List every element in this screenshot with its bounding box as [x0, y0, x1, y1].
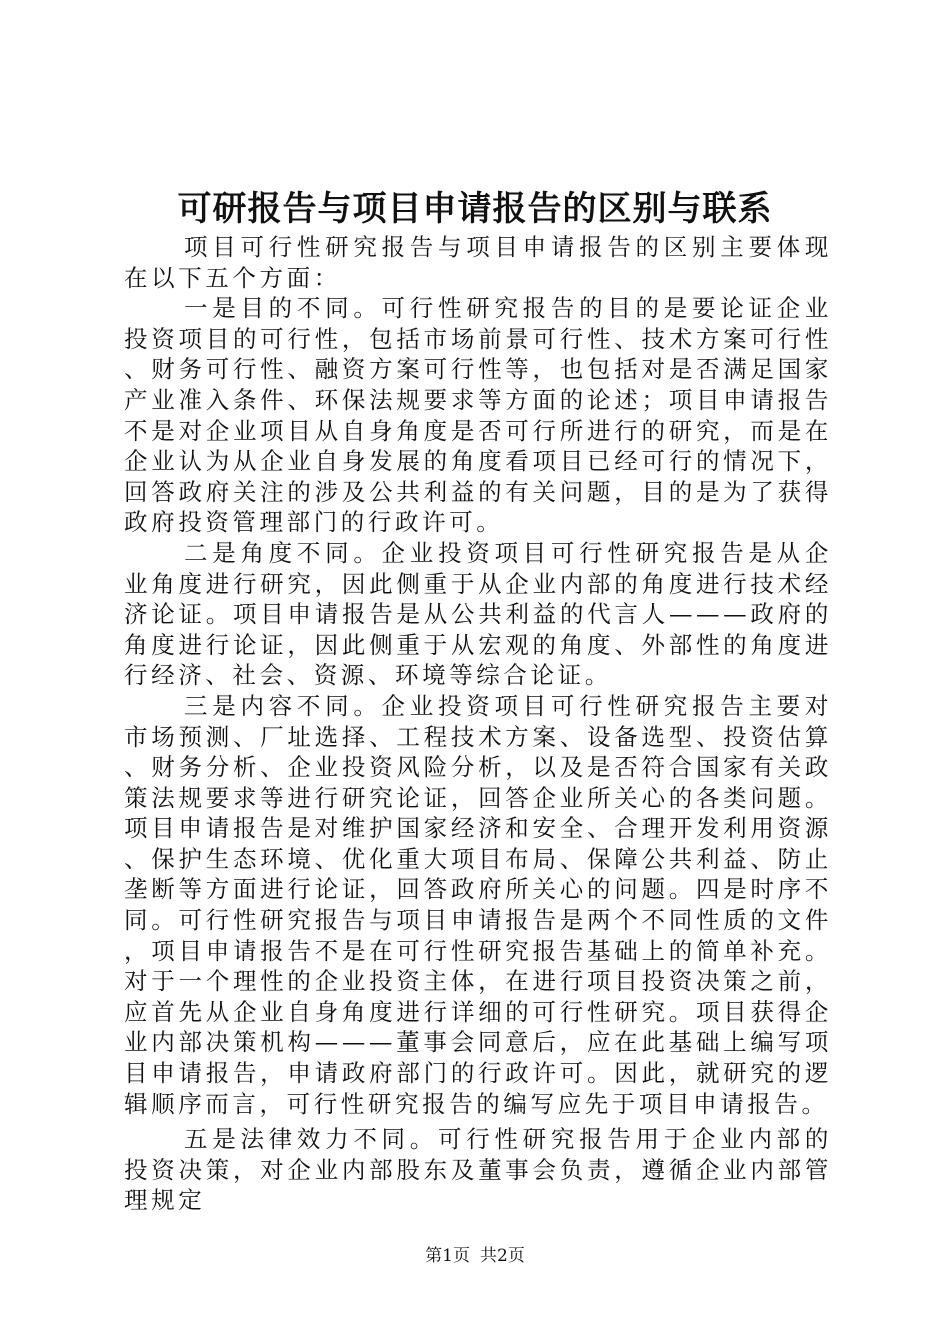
paragraph-purpose: 一是目的不同。可行性研究报告的目的是要论证企业投资项目的可行性，包括市场前景可行性、技术方案可行性、财务可行性、融资方案可行性等，也包括对是否满足国家产业准入条件、环保法规要求等方面的论述；项目申请报告不是对企业项目从自身角度是否可行所进行的研究，而是在企业认为从企业自身发展的角度看项目已经可行的情况下，回答政府关注的涉及公共利益的有关问题，目的是为了获得政府投资管理部门的行政许可。	[124, 294, 832, 537]
paragraph-intro: 项目可行性研究报告与项目申请报告的区别主要体现在以下五个方面：	[124, 233, 832, 292]
paragraph-perspective: 二是角度不同。企业投资项目可行性研究报告是从企业角度进行研究，因此侧重于从企业内部的角度进行技术经济论证。项目申请报告是从公共利益的代言人———政府的角度进行论证，因此侧重于从宏观的角度、外部性的角度进行经济、社会、资源、环境等综合论证。	[124, 538, 832, 690]
document-title: 可研报告与项目申请报告的区别与联系	[177, 189, 773, 229]
document-body	[124, 232, 832, 1216]
page-number-total: 共2页	[480, 1246, 525, 1266]
page-number-current: 第1页	[425, 1246, 470, 1266]
paragraph-legal-effect: 五是法律效力不同。可行性研究报告用于企业内部的投资决策，对企业内部股东及董事会负责，遵循企业内部管理规定	[124, 1125, 832, 1215]
paragraph-content-and-sequence: 三是内容不同。企业投资项目可行性研究报告主要对市场预测、厂址选择、工程技术方案、设备选型、投资估算、财务分析、企业投资风险分析，以及是否符合国家有关政策法规要求等进行研究论证，回答企业所关心的各类问题。项目申请报告是对维护国家经济和安全、合理开发利用资源、保护生态环境、优化重大项目布局、保障公共利益、防止垄断等方面进行论证，回答政府所关心的问题。四是时序不同。可行性研究报告与项目申请报告是两个不同性质的文件，项目申请报告不是在可行性研究报告基础上的简单补充。对于一个理性的企业投资主体，在进行项目投资决策之前，应首先从企业自身角度进行详细的可行性研究。项目获得企业内部决策机构———董事会同意后，应在此基础上编写项目申请报告，申请政府部门的行政许可。因此，就研究的逻辑顺序而言，可行性研究报告的编写应先于项目申请报告。	[124, 691, 832, 1118]
page-footer	[0, 1244, 950, 1268]
